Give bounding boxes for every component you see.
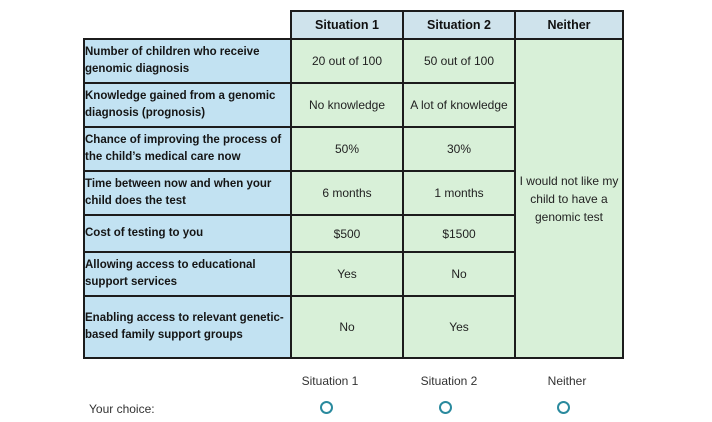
radio-neither[interactable] [557, 401, 570, 414]
situation-2-value: Yes [403, 296, 515, 358]
attribute-label: Number of children who receive genomic diagnosis [84, 39, 291, 83]
situation-1-value: No knowledge [291, 83, 403, 127]
attribute-label: Cost of testing to you [84, 215, 291, 252]
option-label-situation-1: Situation 1 [301, 374, 359, 388]
situation-2-value: 30% [403, 127, 515, 171]
situation-1-value: $500 [291, 215, 403, 252]
option-label-situation-2: Situation 2 [420, 374, 478, 388]
situation-1-value: No [291, 296, 403, 358]
option-label-neither: Neither [547, 374, 587, 388]
situation-1-value: 6 months [291, 171, 403, 215]
choice-table [83, 10, 624, 359]
header-situation-1: Situation 1 [291, 11, 403, 39]
attribute-label: Enabling access to relevant genetic-based family support groups [84, 296, 291, 358]
attribute-label: Time between now and when your child does the test [84, 171, 291, 215]
situation-2-value: 1 months [403, 171, 515, 215]
situation-1-value: Yes [291, 252, 403, 296]
header-row [84, 11, 623, 39]
situation-2-value: $1500 [403, 215, 515, 252]
your-choice-label: Your choice: [89, 402, 155, 416]
attribute-label: Allowing access to educational support services [84, 252, 291, 296]
attribute-label: Knowledge gained from a genomic diagnosis (prognosis) [84, 83, 291, 127]
situation-2-value: A lot of knowledge [403, 83, 515, 127]
radio-situation-1[interactable] [320, 401, 333, 414]
attribute-label: Chance of improving the process of the child’s medical care now [84, 127, 291, 171]
header-situation-2: Situation 2 [403, 11, 515, 39]
situation-2-value: 50 out of 100 [403, 39, 515, 83]
radio-situation-2[interactable] [439, 401, 452, 414]
neither-description: I would not like my child to have a genomic test [515, 39, 623, 358]
blank-header-cell [84, 11, 291, 39]
header-neither: Neither [515, 11, 623, 39]
situation-1-value: 50% [291, 127, 403, 171]
situation-1-value: 20 out of 100 [291, 39, 403, 83]
table-row [84, 39, 623, 83]
situation-2-value: No [403, 252, 515, 296]
